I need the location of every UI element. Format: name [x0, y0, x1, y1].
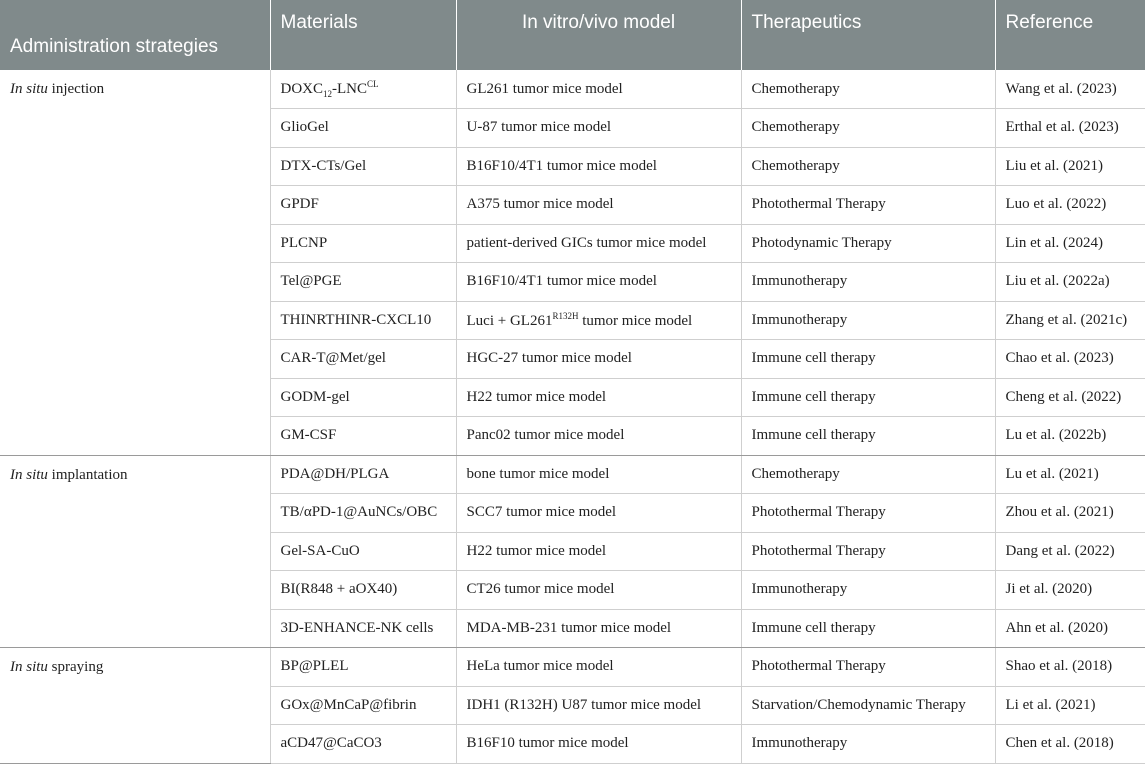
- therapeutics-cell: Immune cell therapy: [741, 417, 995, 456]
- model-cell: H22 tumor mice model: [456, 378, 741, 417]
- model-cell: MDA-MB-231 tumor mice model: [456, 609, 741, 648]
- model-cell: GL261 tumor mice model: [456, 70, 741, 109]
- material-cell: DTX-CTs/Gel: [270, 147, 456, 186]
- therapeutics-cell: Immunotherapy: [741, 571, 995, 610]
- reference-cell: Li et al. (2021): [995, 686, 1145, 725]
- material-cell: TB/αPD-1@AuNCs/OBC: [270, 494, 456, 533]
- model-cell: IDH1 (R132H) U87 tumor mice model: [456, 686, 741, 725]
- model-cell: H22 tumor mice model: [456, 532, 741, 571]
- material-cell: GODM-gel: [270, 378, 456, 417]
- therapeutics-cell: Starvation/Chemodynamic Therapy: [741, 686, 995, 725]
- material-cell: CAR-T@Met/gel: [270, 340, 456, 379]
- reference-cell: Zhou et al. (2021): [995, 494, 1145, 533]
- material-cell: aCD47@CaCO3: [270, 725, 456, 764]
- material-cell: 3D-ENHANCE-NK cells: [270, 609, 456, 648]
- header-therapeutics: Therapeutics: [741, 0, 995, 70]
- material-cell: BI(R848 + aOX40): [270, 571, 456, 610]
- therapeutics-cell: Photothermal Therapy: [741, 532, 995, 571]
- reference-cell: Luo et al. (2022): [995, 186, 1145, 225]
- model-cell: Panc02 tumor mice model: [456, 417, 741, 456]
- reference-cell: Ahn et al. (2020): [995, 609, 1145, 648]
- therapeutics-cell: Immune cell therapy: [741, 609, 995, 648]
- therapeutics-cell: Chemotherapy: [741, 70, 995, 109]
- model-cell: CT26 tumor mice model: [456, 571, 741, 610]
- therapeutics-cell: Photothermal Therapy: [741, 648, 995, 687]
- model-cell: B16F10/4T1 tumor mice model: [456, 147, 741, 186]
- strategy-cell: In situ spraying: [0, 648, 270, 764]
- reference-cell: Erthal et al. (2023): [995, 109, 1145, 148]
- reference-cell: Wang et al. (2023): [995, 70, 1145, 109]
- model-cell: SCC7 tumor mice model: [456, 494, 741, 533]
- therapeutics-cell: Photodynamic Therapy: [741, 224, 995, 263]
- reference-cell: Chao et al. (2023): [995, 340, 1145, 379]
- material-cell: PDA@DH/PLGA: [270, 455, 456, 494]
- reference-cell: Liu et al. (2021): [995, 147, 1145, 186]
- reference-cell: Cheng et al. (2022): [995, 378, 1145, 417]
- table-row: [0, 455, 1145, 494]
- therapeutics-cell: Photothermal Therapy: [741, 186, 995, 225]
- model-cell: A375 tumor mice model: [456, 186, 741, 225]
- material-cell: GOx@MnCaP@fibrin: [270, 686, 456, 725]
- material-cell: BP@PLEL: [270, 648, 456, 687]
- header-materials: Materials: [270, 0, 456, 70]
- strategy-cell: In situ injection: [0, 70, 270, 455]
- model-cell: Luci + $GL261^{R132H}$ tumor mice model: [456, 301, 741, 340]
- model-cell: patient-derived GICs tumor mice model: [456, 224, 741, 263]
- model-cell: HGC-27 tumor mice model: [456, 340, 741, 379]
- material-cell: GPDF: [270, 186, 456, 225]
- material-cell: Tel@PGE: [270, 263, 456, 302]
- material-cell: GM-CSF: [270, 417, 456, 456]
- reference-cell: Liu et al. (2022a): [995, 263, 1145, 302]
- reference-cell: Dang et al. (2022): [995, 532, 1145, 571]
- therapeutics-cell: Photothermal Therapy: [741, 494, 995, 533]
- header-reference: Reference: [995, 0, 1145, 70]
- model-cell: U-87 tumor mice model: [456, 109, 741, 148]
- therapeutics-cell: Chemotherapy: [741, 109, 995, 148]
- material-cell: $DOXC_{12}-LNC^{CL}$: [270, 70, 456, 109]
- model-cell: B16F10 tumor mice model: [456, 725, 741, 764]
- material-cell: Gel-SA-CuO: [270, 532, 456, 571]
- table-body: [0, 70, 1145, 763]
- table-row: [0, 70, 1145, 109]
- header-administration-strategies: Administration strategies: [0, 0, 270, 70]
- therapeutics-cell: Immunotherapy: [741, 301, 995, 340]
- material-cell: GlioGel: [270, 109, 456, 148]
- reference-cell: Lin et al. (2024): [995, 224, 1145, 263]
- therapeutics-cell: Chemotherapy: [741, 147, 995, 186]
- therapeutics-cell: Immune cell therapy: [741, 378, 995, 417]
- material-cell: THINRTHINR-CXCL10: [270, 301, 456, 340]
- therapeutics-cell: Immunotherapy: [741, 725, 995, 764]
- strategy-cell: In situ implantation: [0, 455, 270, 648]
- reference-cell: Zhang et al. (2021c): [995, 301, 1145, 340]
- therapeutics-cell: Immune cell therapy: [741, 340, 995, 379]
- table-row: [0, 648, 1145, 687]
- reference-cell: Lu et al. (2021): [995, 455, 1145, 494]
- model-cell: bone tumor mice model: [456, 455, 741, 494]
- table-header: [0, 0, 1145, 70]
- reference-cell: Lu et al. (2022b): [995, 417, 1145, 456]
- header-model: In vitro/vivo model: [456, 0, 741, 70]
- therapeutics-cell: Immunotherapy: [741, 263, 995, 302]
- therapeutics-cell: Chemotherapy: [741, 455, 995, 494]
- reference-cell: Chen et al. (2018): [995, 725, 1145, 764]
- reference-cell: Ji et al. (2020): [995, 571, 1145, 610]
- header-row: [0, 0, 1145, 70]
- reference-cell: Shao et al. (2018): [995, 648, 1145, 687]
- material-cell: PLCNP: [270, 224, 456, 263]
- model-cell: HeLa tumor mice model: [456, 648, 741, 687]
- model-cell: B16F10/4T1 tumor mice model: [456, 263, 741, 302]
